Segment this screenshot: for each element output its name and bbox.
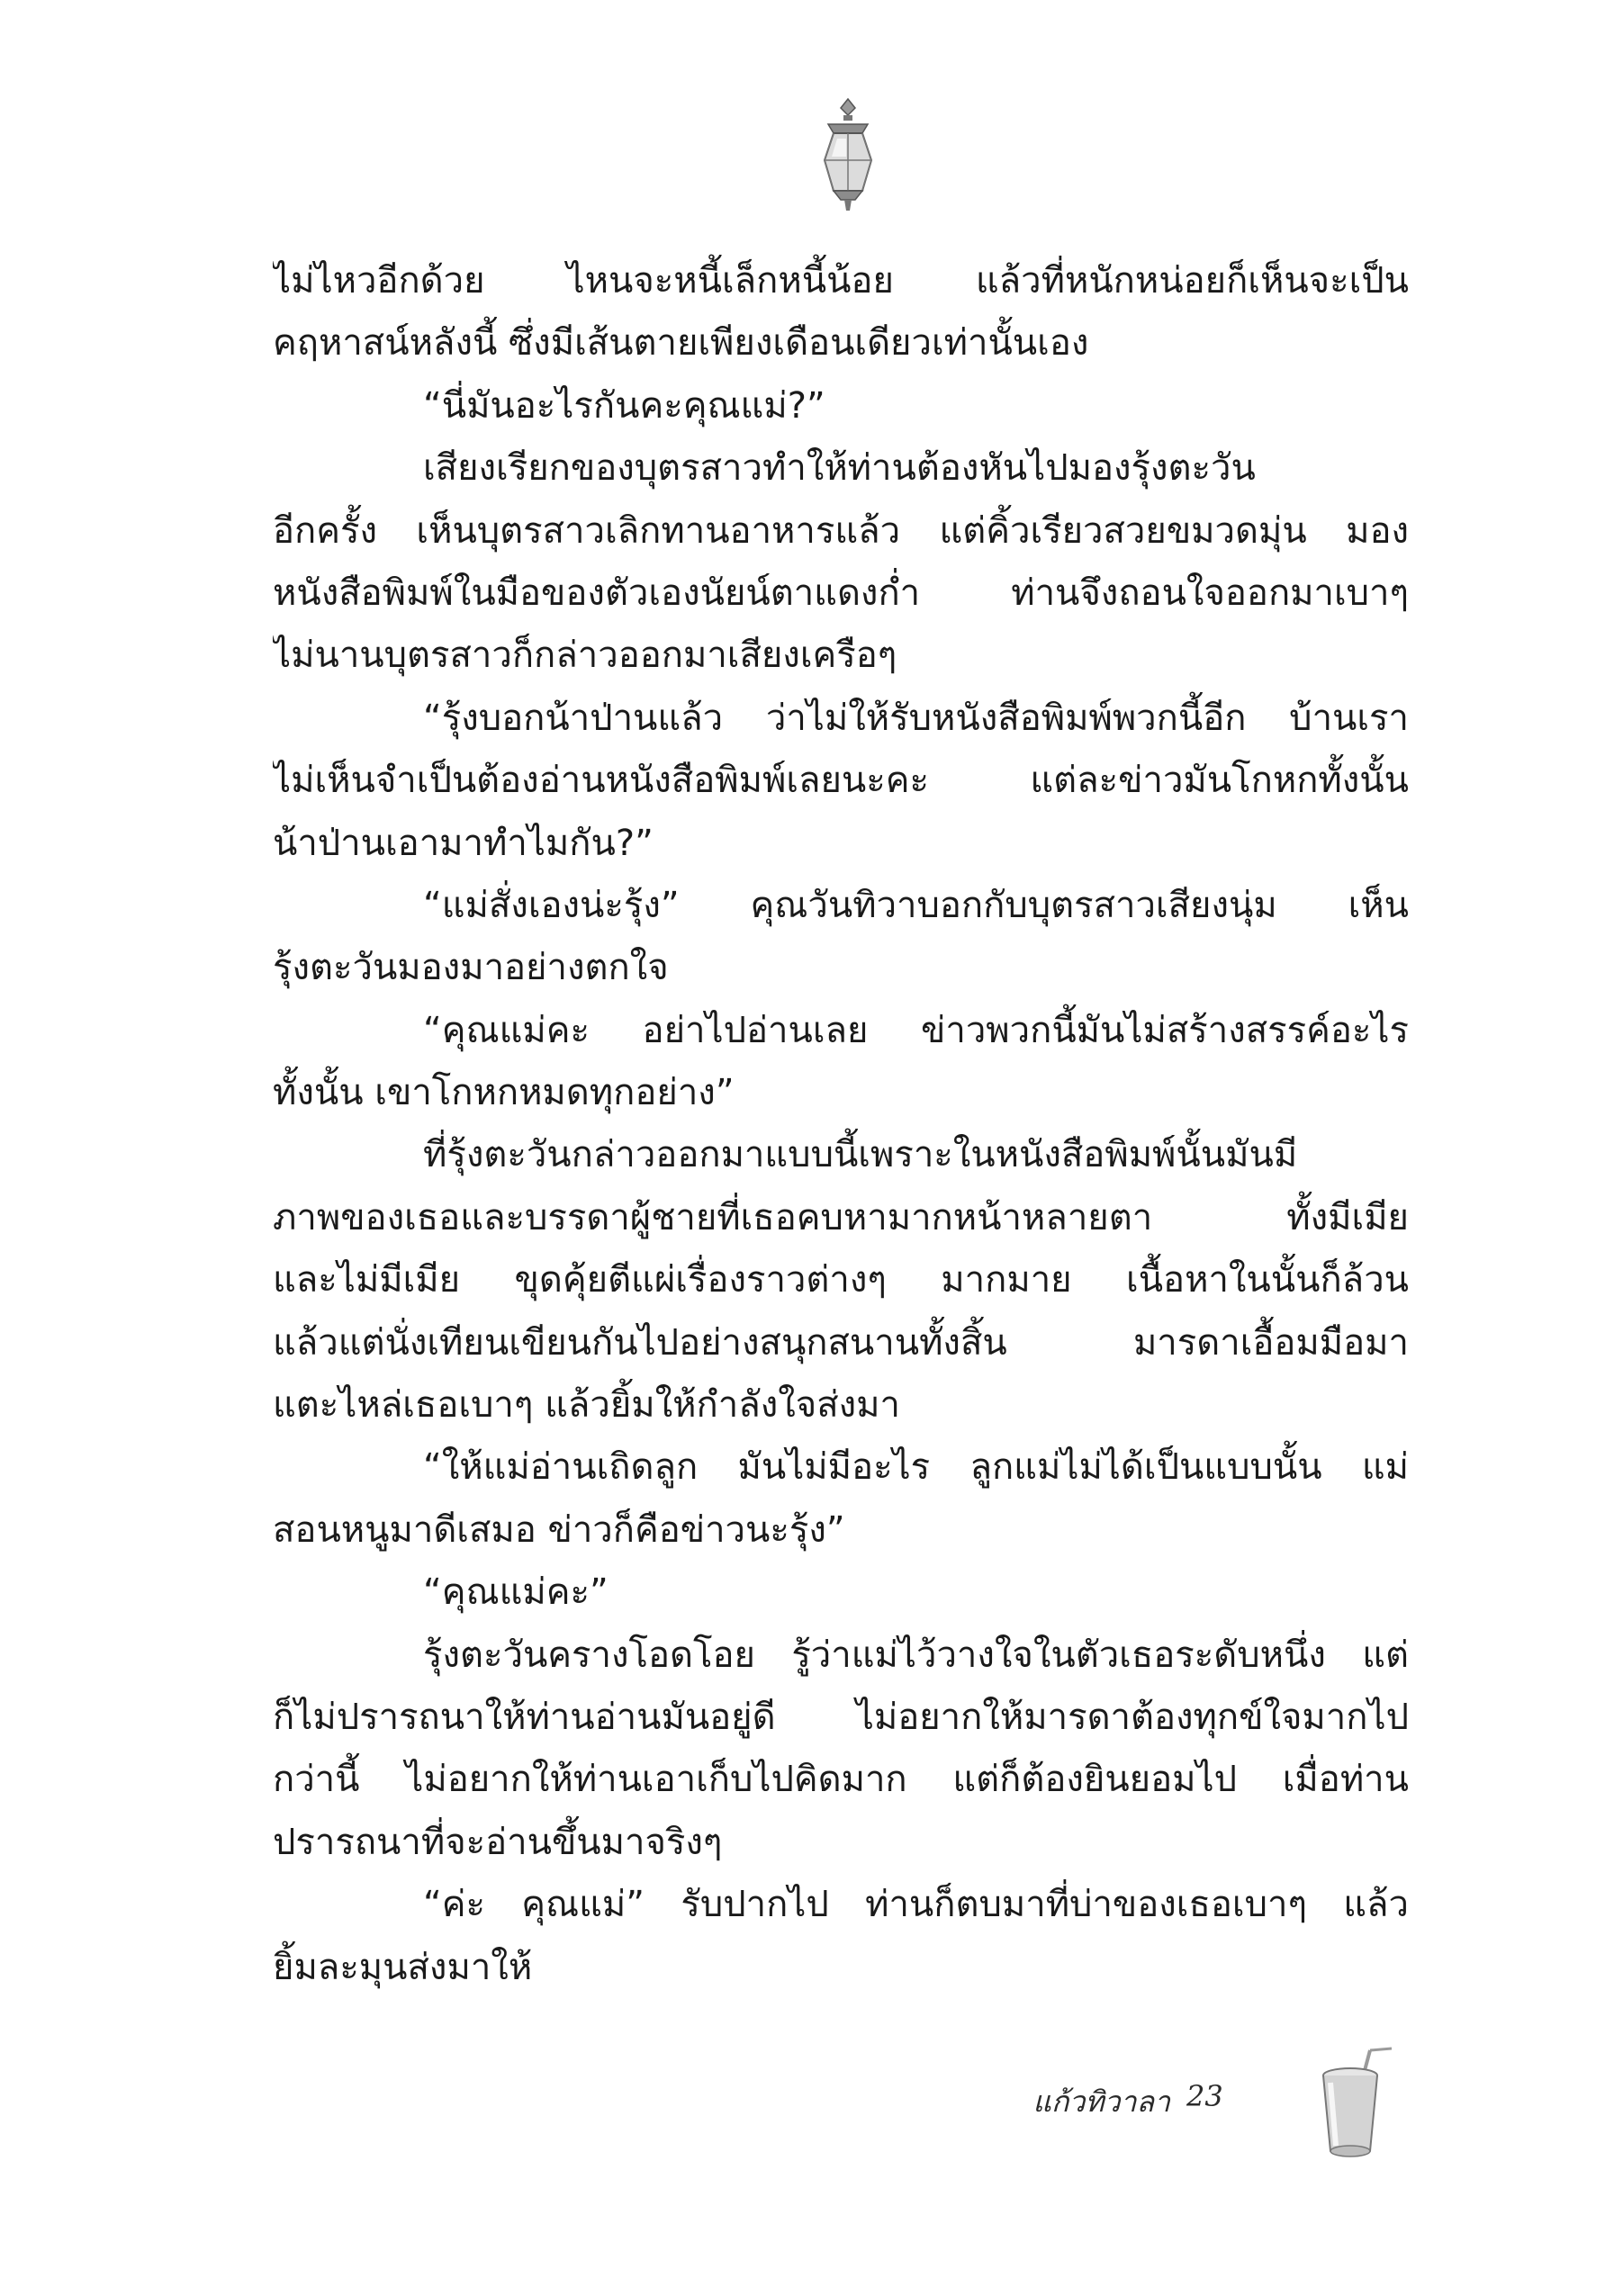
- text-line: สอนหนูมาดีเสมอ ข่าวก็คือข่าวนะรุ้ง”: [273, 1508, 845, 1551]
- text-line: “ค่ะ คุณแม่” รับปากไป ท่านก็ตบมาที่บ่าของเธอเบาๆ แล้ว: [423, 1884, 1409, 1926]
- text-line: “นี่มันอะไรกันคะคุณแม่?”: [423, 384, 825, 427]
- text-line: ทั้งนั้น เขาโกหกหมดทุกอย่าง”: [273, 1072, 735, 1114]
- text-line: ก็ไม่ปรารถนาให้ท่านอ่านมันอยู่ดี ไม่อยากให้มารดาต้องทุกข์ใจมากไป: [273, 1696, 1409, 1738]
- body-text: [273, 250, 1409, 1999]
- text-line: รุ้งตะวันครางโอดโอย รู้ว่าแม่ไว้วางใจในตัวเธอระดับหนึ่ง แต่: [423, 1634, 1409, 1676]
- text-line: ไม่ไหวอีกด้วย ไหนจะหนี้เล็กหนี้น้อย แล้วที่หนักหน่อยก็เห็นจะเป็น: [273, 260, 1409, 302]
- text-line: และไม่มีเมีย ขุดคุ้ยตีแผ่เรื่องราวต่างๆ มากมาย เนื้อหาในนั้นก็ล้วน: [273, 1259, 1409, 1301]
- running-footer-title: แก้วทิวาลา: [1032, 2084, 1170, 2119]
- text-line: คฤหาสน์หลังนี้ ซึ่งมีเส้นตายเพียงเดือนเดียวเท่านั้นเอง: [273, 322, 1089, 365]
- text-line: กว่านี้ ไม่อยากให้ท่านเอาเก็บไปคิดมาก แต่ก็ต้องยินยอมไป เมื่อท่าน: [273, 1759, 1409, 1801]
- text-line: ยิ้มละมุนส่งมาให้: [273, 1946, 533, 1988]
- text-line: ภาพของเธอและบรรดาผู้ชายที่เธอคบหามากหน้าหลายตา ทั้งมีเมีย: [273, 1196, 1409, 1238]
- text-line: ไม่นานบุตรสาวก็กล่าวออกมาเสียงเครือๆ: [273, 635, 897, 677]
- text-line: น้าป่านเอามาทำไมกัน?”: [273, 822, 654, 864]
- text-line: “คุณแม่คะ อย่าไปอ่านเลย ข่าวพวกนี้มันไม่สร้างสรรค์อะไร: [423, 1009, 1409, 1051]
- text-line: ไม่เห็นจำเป็นต้องอ่านหนังสือพิมพ์เลยนะคะ แต่ละข่าวมันโกหกทั้งนั้น: [273, 760, 1409, 802]
- text-line: ที่รุ้งตะวันกล่าวออกมาแบบนี้เพราะในหนังสือพิมพ์นั้นมันมี: [423, 1134, 1298, 1176]
- page-number: 23: [1186, 2079, 1223, 2113]
- text-line: “ให้แม่อ่านเถิดลูก มันไม่มีอะไร ลูกแม่ไม่ได้เป็นแบบนั้น แม่: [423, 1446, 1409, 1489]
- text-line: แตะไหล่เธอเบาๆ แล้วยิ้มให้กำลังใจส่งมา: [273, 1384, 900, 1427]
- text-line: “รุ้งบอกน้าป่านแล้ว ว่าไม่ให้รับหนังสือพิมพ์พวกนี้อีก บ้านเรา: [423, 697, 1409, 739]
- text-line: หนังสือพิมพ์ในมือของตัวเองนัยน์ตาแดงก่ำ ท่านจึงถอนใจออกมาเบาๆ: [273, 572, 1409, 614]
- text-line: ปรารถนาที่จะอ่านขึ้นมาจริงๆ: [273, 1821, 723, 1863]
- text-line: “คุณแม่คะ”: [423, 1571, 609, 1614]
- text-line: เสียงเรียกของบุตรสาวทำให้ท่านต้องหันไปมองรุ้งตะวัน: [423, 447, 1256, 490]
- text-line: แล้วแต่นั่งเทียนเขียนกันไปอย่างสนุกสนานทั้งสิ้น มารดาเอื้อมมือมา: [273, 1321, 1409, 1364]
- text-line: รุ้งตะวันมองมาอย่างตกใจ: [273, 947, 669, 989]
- glass-icon: [1307, 2047, 1393, 2162]
- text-line: อีกครั้ง เห็นบุตรสาวเลิกทานอาหารแล้ว แต่คิ้วเรียวสวยขมวดมุ่น มอง: [273, 509, 1409, 552]
- lantern-icon: [816, 97, 880, 214]
- text-line: “แม่สั่งเองน่ะรุ้ง” คุณวันทิวาบอกกับบุตรสาวเสียงนุ่ม เห็น: [423, 884, 1409, 926]
